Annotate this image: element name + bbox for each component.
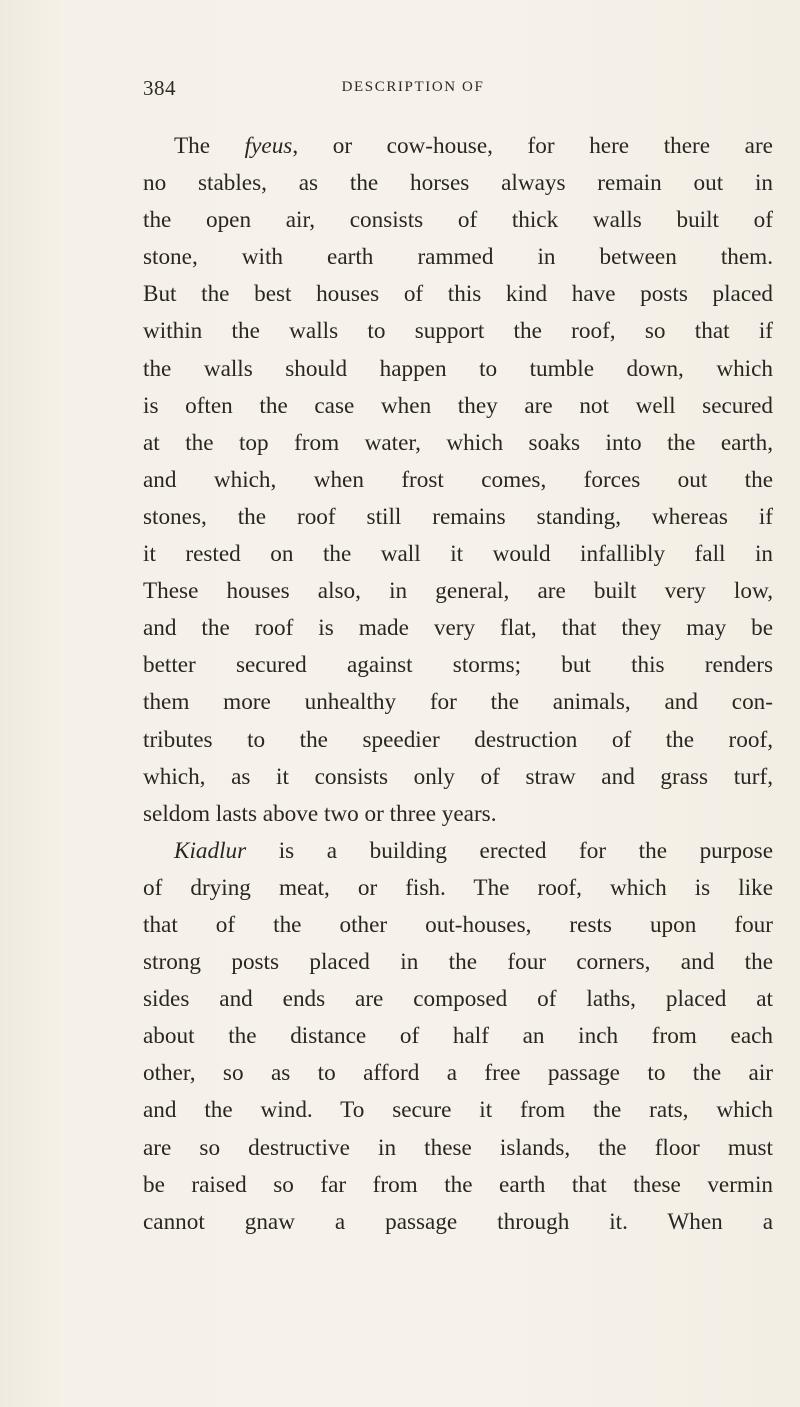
text-line-18: which, as it consists only of straw and grass turf, xyxy=(143,763,773,790)
text-line-28: are so destructive in these islands, the floor must xyxy=(143,1134,773,1161)
text-line-3: the open air, consists of thick walls built of xyxy=(143,207,773,234)
text-line-19: seldom lasts above two or three years. xyxy=(143,800,497,827)
text-line-4: stone, with earth rammed in between them. xyxy=(143,244,773,271)
text-line-29: be raised so far from the earth that these vermin xyxy=(143,1171,773,1198)
text-line-26: other, so as to afford a free passage to the air xyxy=(143,1060,773,1087)
text-line-16: them more unhealthy for the animals, and con- xyxy=(143,689,773,716)
text-line-1: The fyeus, or cow-house, for here there are xyxy=(174,133,773,159)
page-number: 384 xyxy=(143,76,176,100)
text-line-14: and the roof is made very flat, that they may be xyxy=(143,615,773,642)
page-header xyxy=(143,76,683,106)
text-line-11: stones, the roof still remains standing, whereas if xyxy=(143,503,773,530)
text-line-30: cannot gnaw a passage through it. When a xyxy=(143,1208,773,1235)
body-text xyxy=(143,128,773,1241)
text-line-23: strong posts placed in the four corners, and the xyxy=(143,949,773,976)
italic-term-fyeus: fyeus xyxy=(244,133,293,159)
text-line-10: and which, when frost comes, forces out the xyxy=(143,466,773,493)
text-line-20: Kiadlur is a building erected for the purpose xyxy=(174,837,773,864)
text-line-21: of drying meat, or fish. The roof, which is like xyxy=(143,874,773,901)
text-line-12: it rested on the wall it would infallibly fall in xyxy=(143,541,773,568)
italic-term-kiadlur: Kiadlur xyxy=(174,837,247,864)
text-line-27: and the wind. To secure it from the rats, which xyxy=(143,1097,773,1124)
text-line-22: that of the other out-houses, rests upon four xyxy=(143,911,773,938)
text-line-7: the walls should happen to tumble down, which xyxy=(143,355,773,382)
text-line-15: better secured against storms; but this renders xyxy=(143,652,773,679)
text-line-8: is often the case when they are not well secured xyxy=(143,392,773,419)
text-line-25: about the distance of half an inch from each xyxy=(143,1023,773,1050)
text-line-2: no stables, as the horses always remain out in xyxy=(143,170,773,197)
text-line-5: But the best houses of this kind have posts placed xyxy=(143,281,773,308)
text-line-6: within the walls to support the roof, so that if xyxy=(143,318,773,345)
text-line-13: These houses also, in general, are built very low, xyxy=(143,578,773,605)
text-line-9: at the top from water, which soaks into the earth, xyxy=(143,429,773,456)
running-head: DESCRIPTION OF xyxy=(341,79,485,95)
text-line-24: sides and ends are composed of laths, placed at xyxy=(143,986,773,1013)
text-line-17: tributes to the speedier destruction of the roof, xyxy=(143,726,773,753)
